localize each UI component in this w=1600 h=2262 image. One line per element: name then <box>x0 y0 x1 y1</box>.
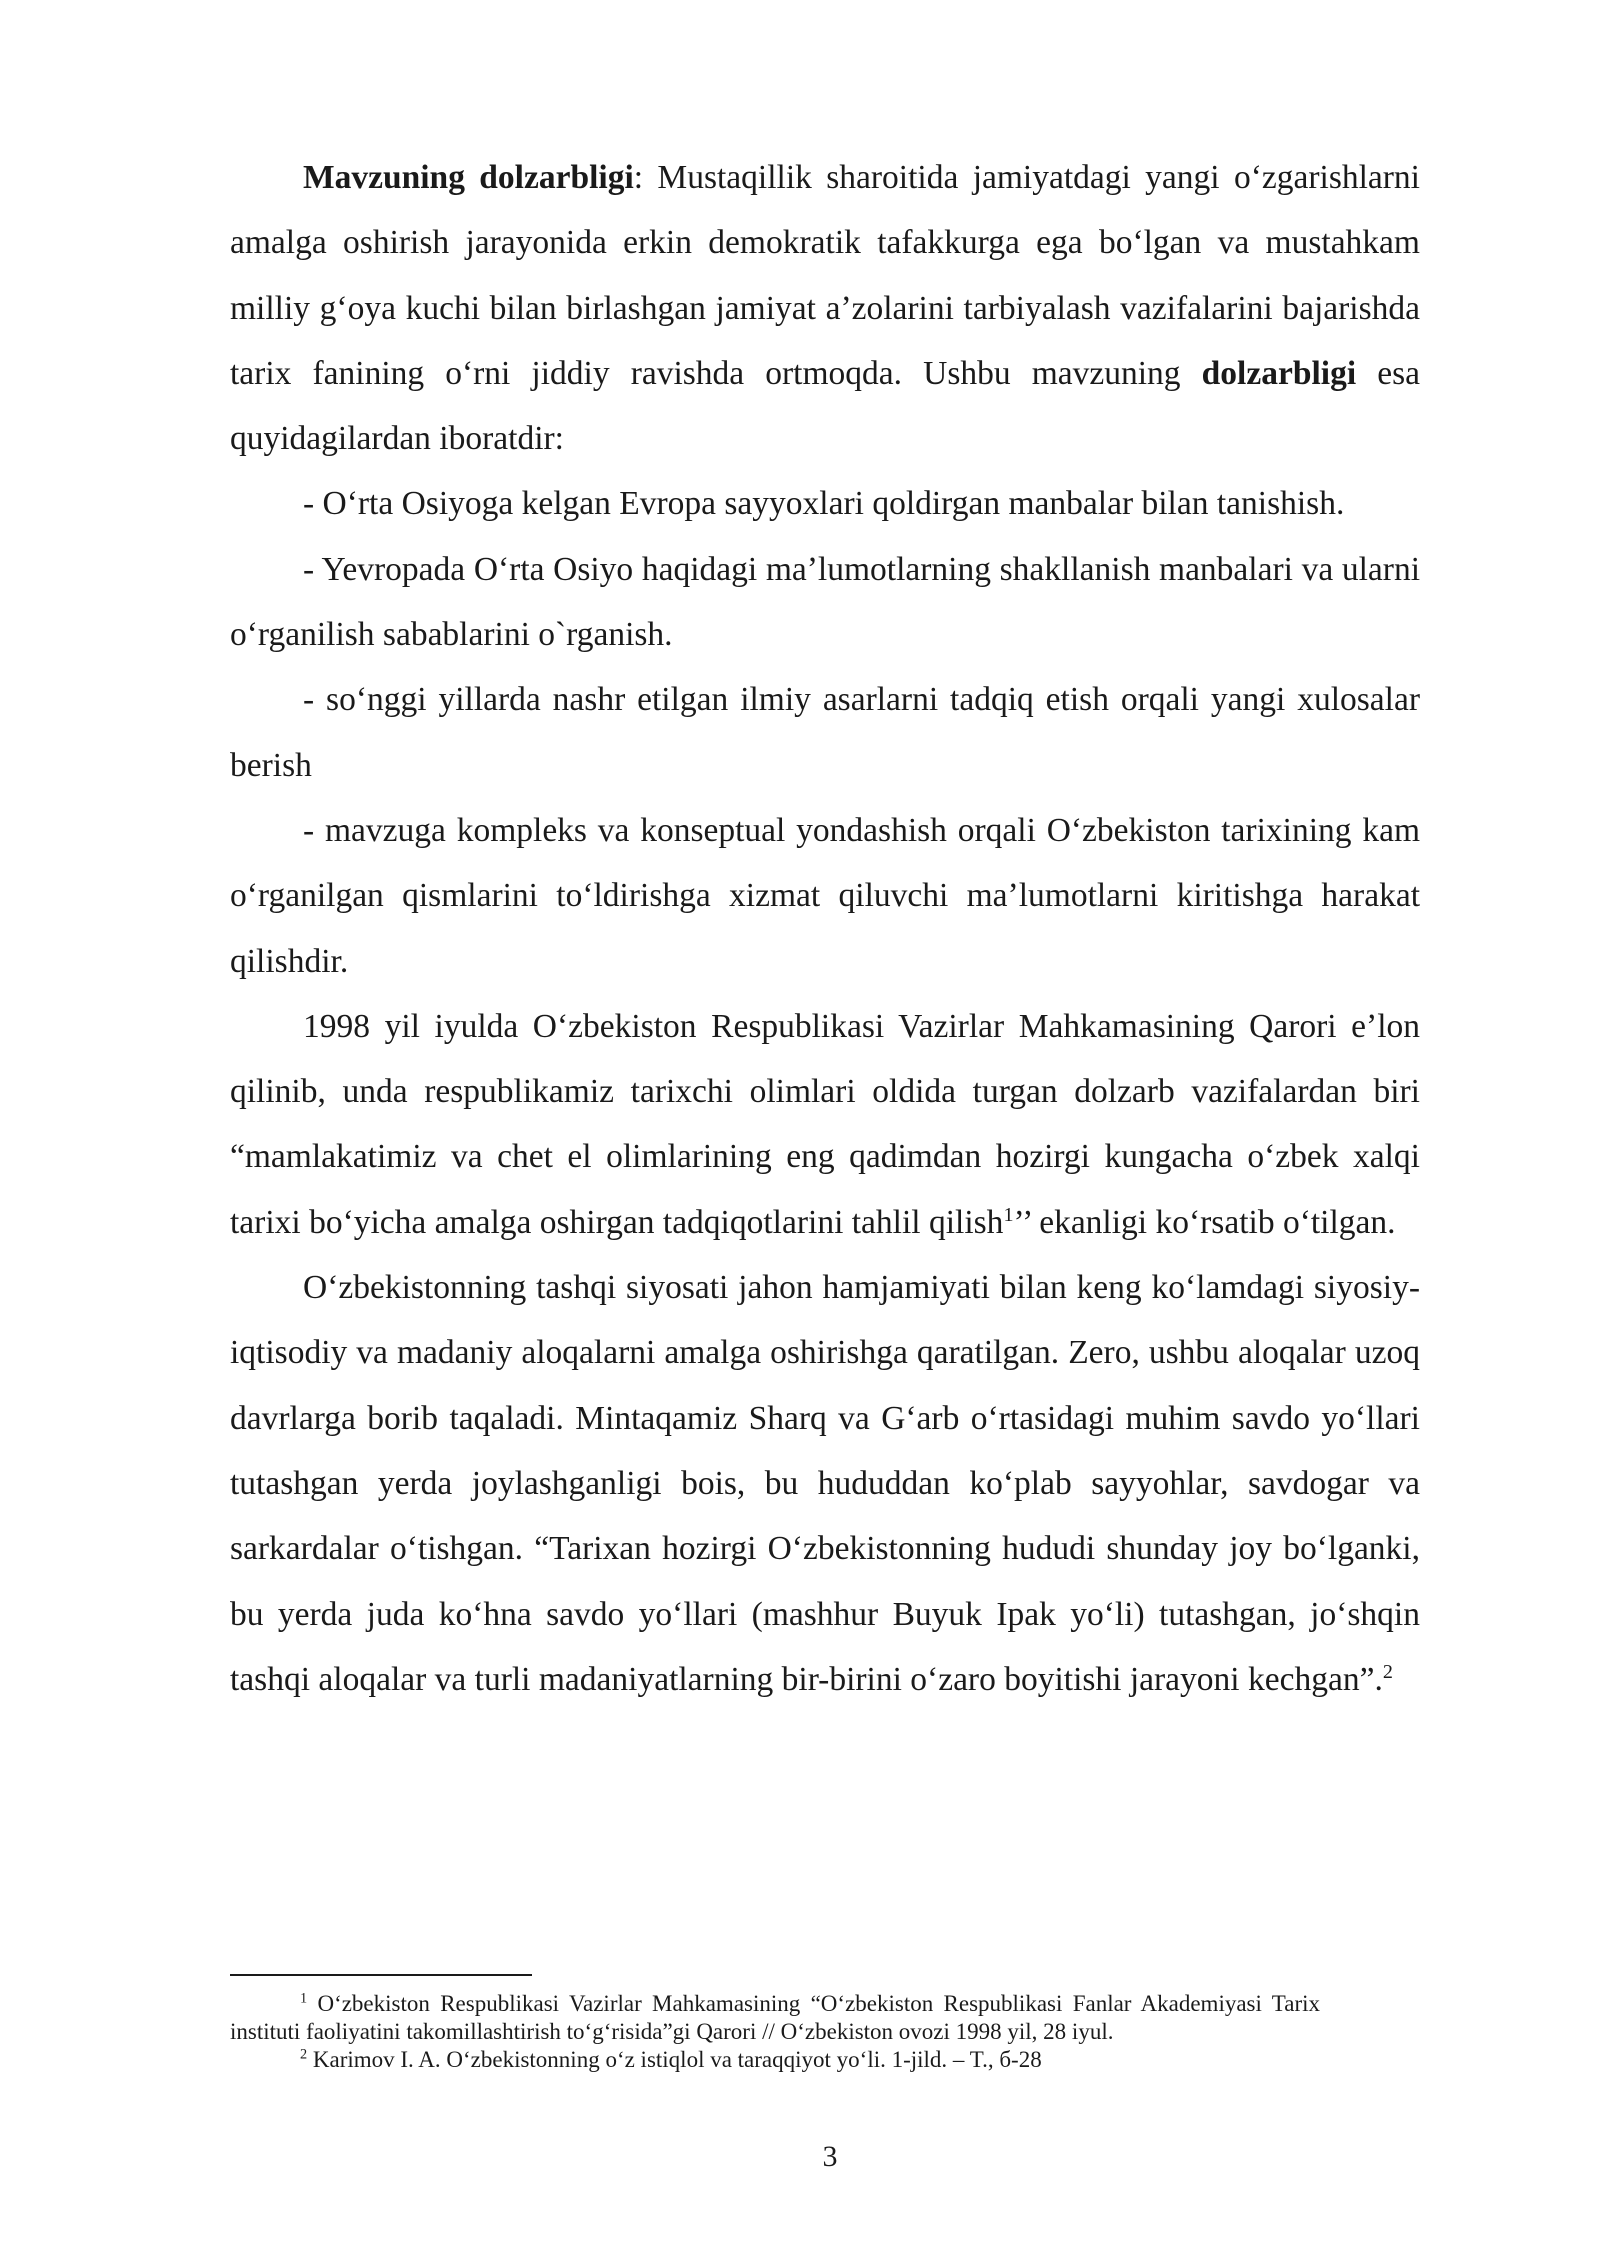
paragraph-1998-resolution <box>230 994 1420 1255</box>
footnote <box>230 1990 1320 2046</box>
heading-separator: : <box>633 159 658 196</box>
paragraph-text: esa quyidagilardan iboratdir: <box>230 354 1420 458</box>
list-item: - soʻnggi yillarda nashr etilgan ilmiy asarlarni tadqiq etish orqali yangi xulosalar berish <box>230 681 1420 784</box>
footnote-mark: 2 <box>300 2046 308 2063</box>
list-item: - mavzuga kompleks va konseptual yondashish orqali Oʻzbekiston tarixining kam oʻrganilgan qismlarini toʻldirishga xizmat qiluvchi maʼlumotlarni kiritishga harakat qilishdir. <box>230 811 1420 980</box>
paragraph-text: 1998 yil iyulda Oʻzbekiston Respublikasi Vazirlar Mahkamasining Qarori eʼlon qilinib, unda respublikamiz tarixchi olimlari oldida turgan dolzarb vazifalardan biri “mamlakatimiz va chet el olimlarining eng qadimdan hozirgi kungacha oʻzbek xalqi tarixi boʻyicha amalga oshirgan tadqiqotlarini tahlil qilish <box>230 1007 1420 1241</box>
paragraph-relevance-intro <box>230 145 1420 471</box>
footnote-reference[interactable]: 2 <box>1382 1660 1393 1683</box>
body-text <box>230 145 1420 1712</box>
footnotes <box>230 1990 1320 2074</box>
footnote-separator <box>230 1974 532 1976</box>
paragraph-foreign-policy <box>230 1255 1420 1712</box>
page-number: 3 <box>822 2140 838 2173</box>
footnote-mark: 1 <box>300 1990 308 2007</box>
paragraph-text: Oʻzbekistonning tashqi siyosati jahon hamjamiyati bilan keng koʻlamdagi siyosiy-iqtisodiy va madaniy aloqalarni amalga oshirishga qaratilgan. Zero, ushbu aloqalar uzoq davrlarga borib taqaladi. Mintaqamiz Sharq va Gʻarb oʻrtasidagi muhim savdo yoʻllari tutashgan yerda joylashganligi bois, bu hududdan koʻplab sayyohlar, savdogar va sarkardalar oʻtishgan. “Tarixan hozirgi Oʻzbekistonning hududi shunday joy boʻlganki, bu yerda juda koʻhna savdo yoʻllari (mashhur Buyuk Ipak yoʻli) tutashgan, joʻshqin tashqi aloqalar va turli madaniyatlarning bir-birini oʻzaro boyitishi jarayoni kechgan”. <box>230 1269 1420 1698</box>
footnote-reference[interactable]: 1 <box>1003 1203 1014 1226</box>
paragraph-text: ’’ ekanligi koʻrsatib oʻtilgan. <box>1013 1203 1396 1241</box>
relevance-heading: Mavzuning dolzarbligi <box>303 159 634 196</box>
list-item: - Oʻrta Osiyoga kelgan Evropa sayyoxlari qoldirgan manbalar bilan tanishish. <box>303 485 1345 523</box>
list-item: - Yevropada Oʻrta Osiyo haqidagi maʼlumotlarning shakllanish manbalari va ularni oʻrganilish sabablarini o`rganish. <box>230 550 1420 654</box>
footnote <box>230 2046 1320 2074</box>
footnote-text: Oʻzbekiston Respublikasi Vazirlar Mahkamasining “Oʻzbekiston Respublikasi Fanlar Akademiyasi Tarix instituti faoliyatini takomillashtirish toʻgʻrisida”gi Qarori // Oʻzbekiston ovozi 1998 yil, 28 iyul. <box>230 1991 1320 2044</box>
inline-bold-term: dolzarbligi <box>1201 354 1357 392</box>
paragraph-text: Mustaqillik sharoitida jamiyatdagi yangi oʻzgarishlarni amalga oshirish jarayonida erkin demokratik tafakkurga ega boʻlgan va mustahkam milliy gʻoya kuchi bilan birlashgan jamiyat aʼzolarini tarbiyalash vazifalarini bajarishda tarix fanining oʻrni jiddiy ravishda ortmoqda. Ushbu mavzuning <box>230 159 1420 392</box>
footnote-text: Karimov I. A. Oʻzbekistonning oʻz istiqlol va taraqqiyot yoʻli. 1-jild. – T., б-28 <box>307 2047 1042 2072</box>
